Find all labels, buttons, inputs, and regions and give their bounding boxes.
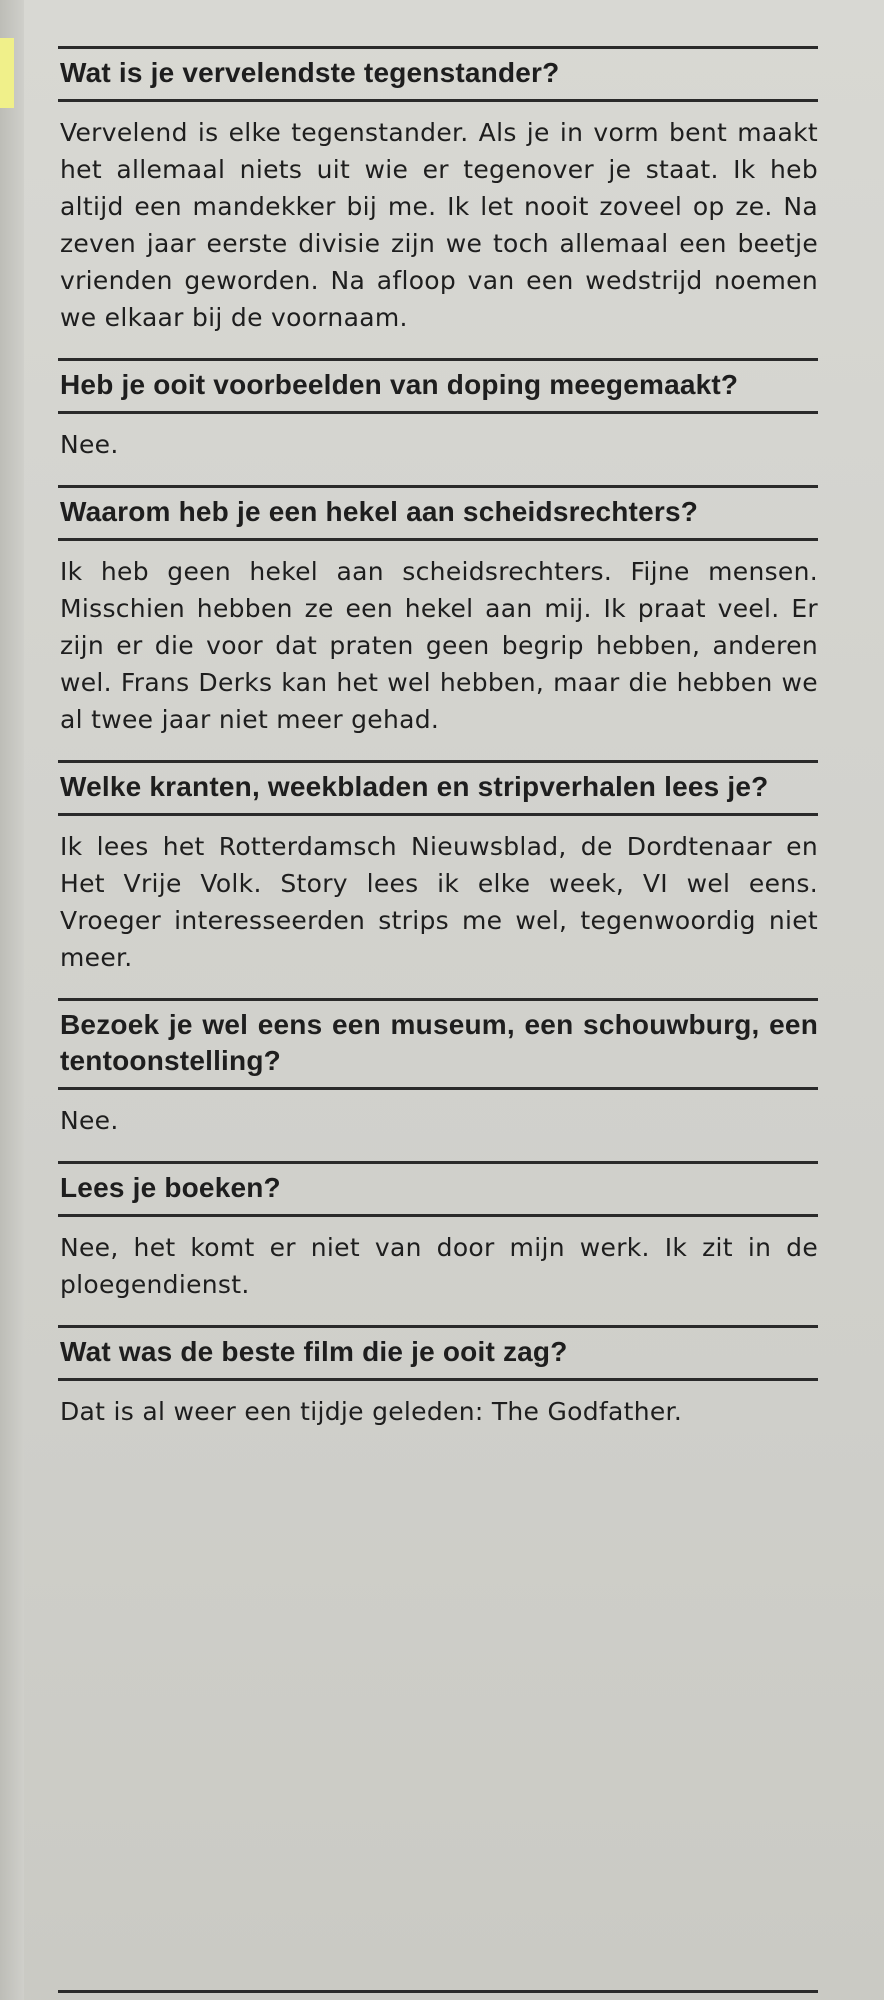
answer-text: Ik lees het Rotterdamsch Nieuwsblad, de Dordtenaar en Het Vrije Volk. Story lees ik elke week, VI wel eens. Vroeger interesseerden strips me wel, tegenwoordig niet meer.: [60, 832, 818, 972]
qa-block-4: [60, 760, 818, 976]
qa-block-3: [60, 485, 818, 738]
divider: [58, 538, 818, 541]
bottom-divider: [58, 1990, 818, 1993]
answer-text: Ik heb geen hekel aan scheidsrechters. Fijne mensen. Misschien hebben ze een hekel aan mij. Ik praat veel. Er zijn er die voor dat praten geen begrip hebben, anderen wel. Frans Derks kan het wel hebben, maar die hebben we al twee jaar niet meer gehad.: [60, 557, 818, 734]
question-text: Wat is je vervelendste tegenstander?: [60, 57, 560, 88]
qa-block-2: [60, 358, 818, 463]
answer-text: Nee.: [60, 1106, 119, 1135]
qa-block-6: [60, 1161, 818, 1303]
divider: [58, 813, 818, 816]
question-text: Waarom heb je een hekel aan scheidsrechters?: [60, 496, 699, 527]
divider: [58, 46, 818, 49]
qa-block-5: [60, 998, 818, 1139]
divider: [58, 485, 818, 488]
divider: [58, 411, 818, 414]
divider: [58, 998, 818, 1001]
question-text: Lees je boeken?: [60, 1172, 281, 1203]
divider: [58, 1161, 818, 1164]
question-text: Wat was de beste film die je ooit zag?: [60, 1336, 568, 1367]
yellow-page-tab: [0, 38, 14, 108]
question-text: Bezoek je wel eens een museum, een schouwburg, een tentoonstelling?: [60, 1009, 818, 1076]
qa-block-1: [60, 46, 818, 336]
page-margin: [0, 0, 24, 2000]
interview-column: [60, 40, 818, 1452]
divider: [58, 1378, 818, 1381]
answer-text: Nee, het komt er niet van door mijn werk. Ik zit in de ploegendienst.: [60, 1233, 818, 1299]
divider: [58, 1214, 818, 1217]
question-text: Welke kranten, weekbladen en stripverhalen lees je?: [60, 771, 769, 802]
answer-text: Dat is al weer een tijdje geleden: The Godfather.: [60, 1397, 683, 1426]
divider: [58, 760, 818, 763]
divider: [58, 358, 818, 361]
answer-text: Nee.: [60, 430, 119, 459]
divider: [58, 1325, 818, 1328]
qa-block-7: [60, 1325, 818, 1430]
answer-text: Vervelend is elke tegenstander. Als je in vorm bent maakt het allemaal niets uit wie er tegenover je staat. Ik heb altijd een mandekker bij me. Ik let nooit zoveel op ze. Na zeven jaar eerste divisie zijn we toch allemaal een beetje vrienden geworden. Na afloop van een wedstrijd noemen we elkaar bij de voornaam.: [60, 118, 818, 332]
question-text: Heb je ooit voorbeelden van doping meegemaakt?: [60, 369, 739, 400]
divider: [58, 99, 818, 102]
divider: [58, 1087, 818, 1090]
